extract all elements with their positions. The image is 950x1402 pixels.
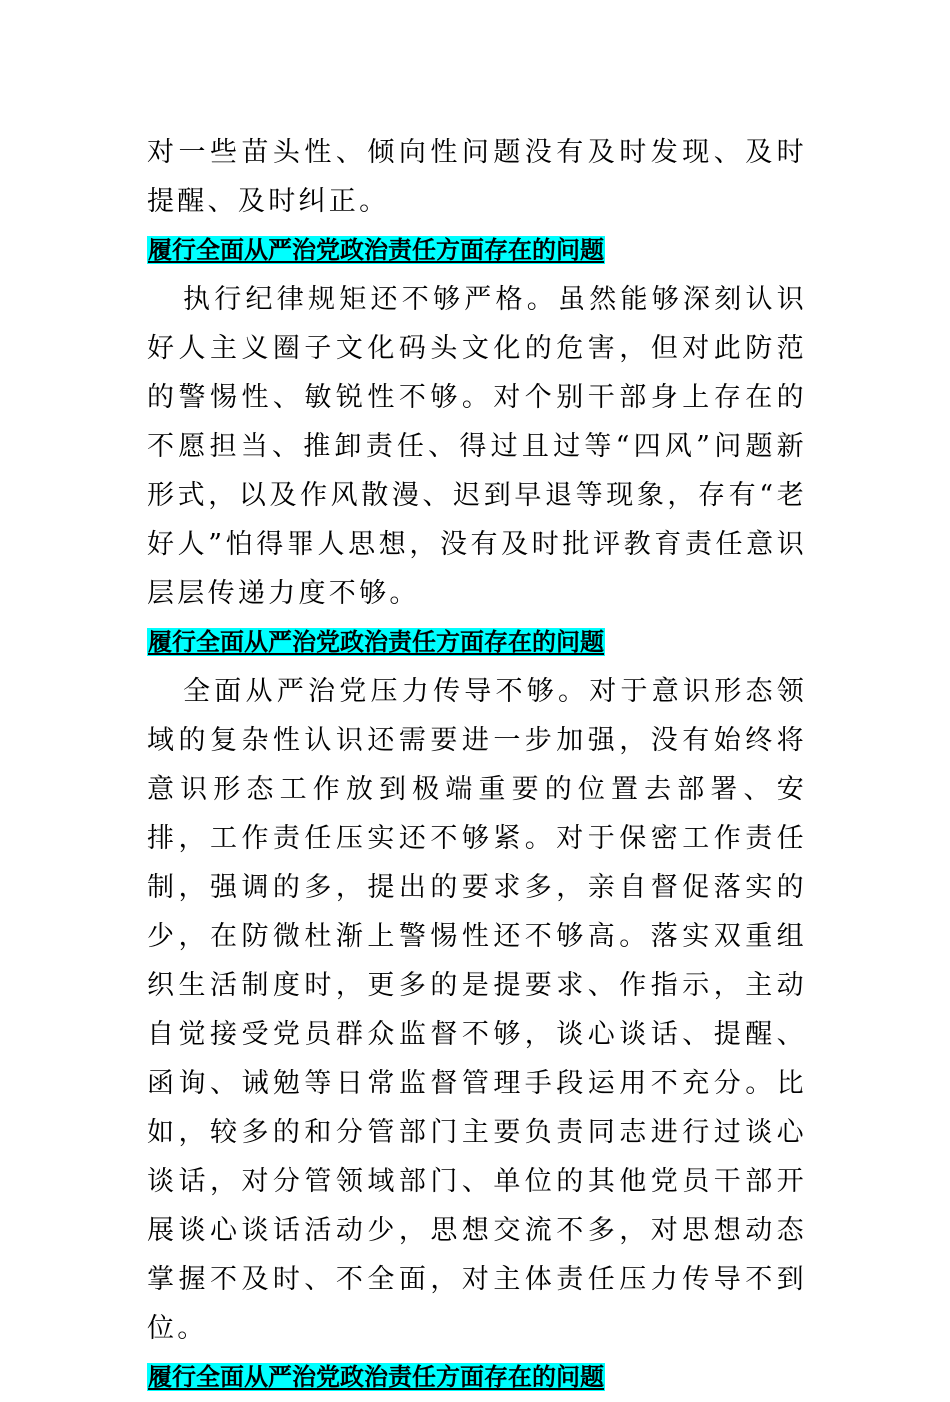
paragraph-continuation: 对一些苗头性、倾向性问题没有及时发现、及时提醒、及时纠正。 [147,137,807,217]
highlighted-heading-text: 履行全面从严治党政治责任方面存在的问题 [148,628,604,656]
paragraph-pressure: 全面从严治党压力传导不够。对于意识形态领域的复杂性认识还需要进一步加强，没有始终将意识形态工作放到极端重要的位置去部署、安排，工作责任压实还不够紧。对于保密工作责任制，强调的多，提出的要求多，亲自督促落实的少，在防微杜渐上警惕性还不够高。落实双重组织生活制度时，更多的是提要求、作指示，主动自觉接受党员群众监督不够，谈心谈话、提醒、函询、诫勉等日常监督管理手段运用不充分。比如，较多的和分管部门主要负责同志进行过谈心谈话，对分管领域部门、单位的其他党员干部开展谈心谈话活动少，思想交流不多，对思想动态掌握不及时、不全面，对主体责任压力传导不到位。 [147,676,807,1344]
section-heading-1 [147,226,807,275]
section-heading-3 [147,1353,807,1402]
highlighted-heading-text: 履行全面从严治党政治责任方面存在的问题 [148,1363,604,1391]
section-heading-2 [147,618,807,667]
highlighted-heading-text: 履行全面从严治党政治责任方面存在的问题 [148,236,604,264]
document-body [147,128,807,1402]
paragraph-discipline: 执行纪律规矩还不够严格。虽然能够深刻认识好人主义圈子文化码头文化的危害，但对此防范的警惕性、敏锐性不够。对个别干部身上存在的不愿担当、推卸责任、得过且过等“四风”问题新形式，以及作风散漫、迟到早退等现象，存有“老好人”怕得罪人思想，没有及时批评教育责任意识层层传递力度不够。 [147,284,807,609]
